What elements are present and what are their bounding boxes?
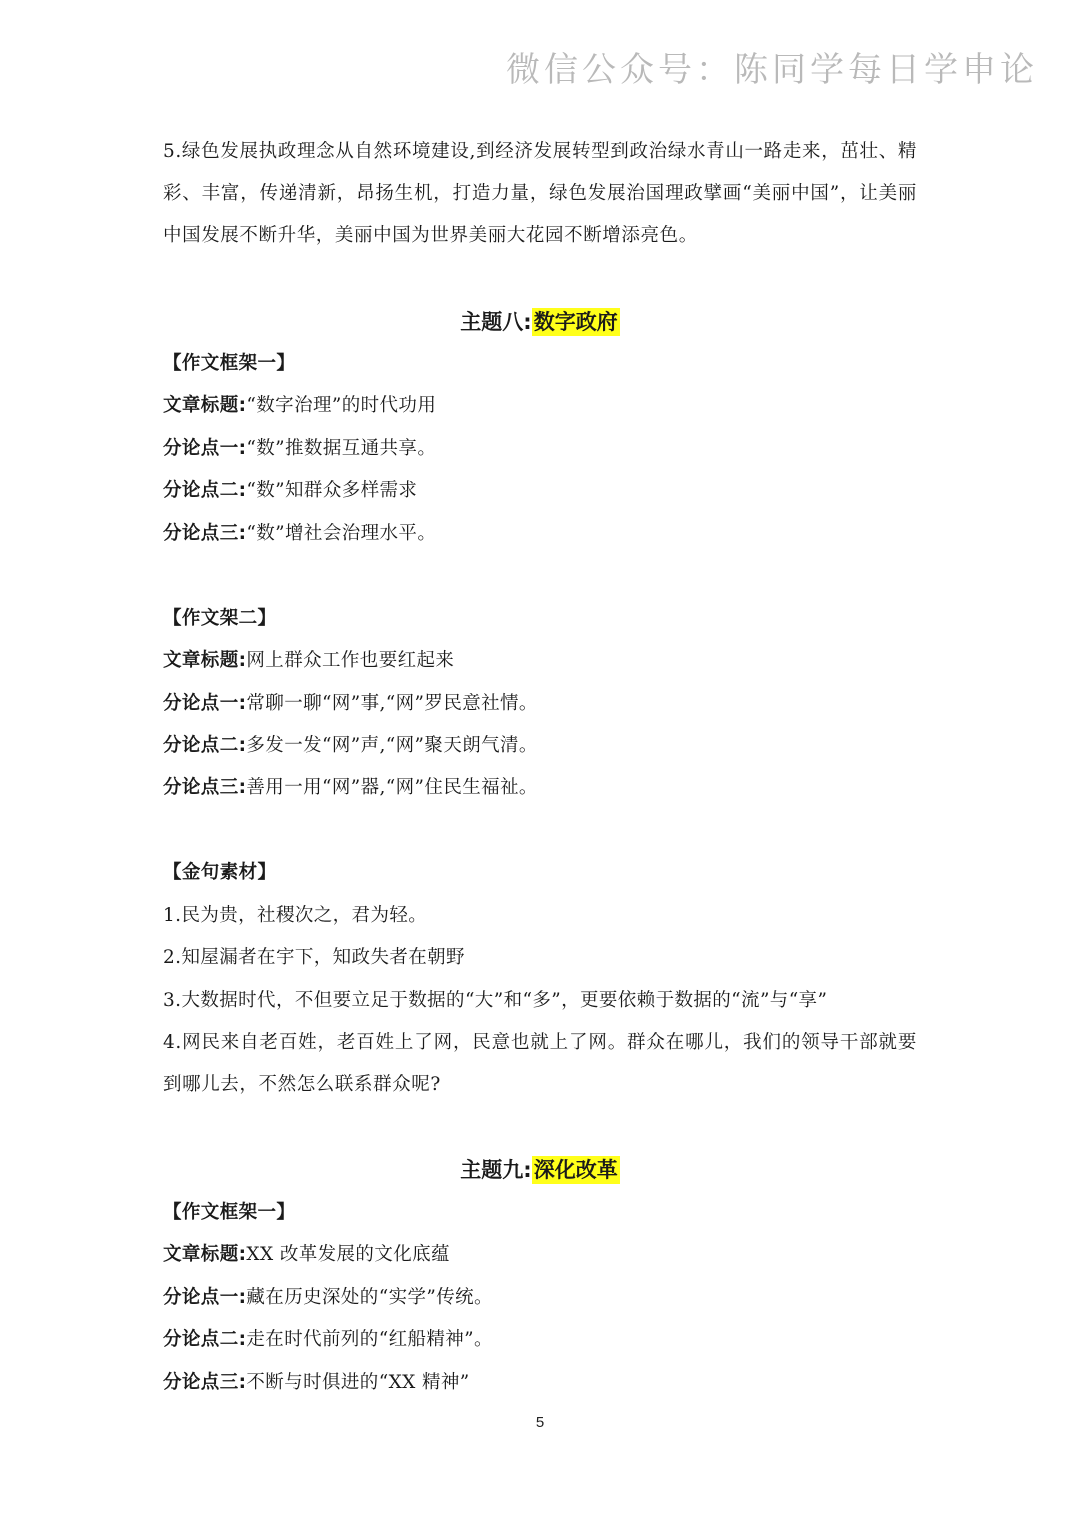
- theme9-framework1-heading: 【作文框架一】: [163, 1202, 296, 1223]
- theme8-f1-point-1: [163, 434, 436, 464]
- point-text: “数”增社会治理水平。: [246, 523, 437, 544]
- theme9-framework1-title: [163, 1240, 450, 1270]
- point-label: 分论点一:: [163, 1287, 247, 1308]
- theme8-golden-heading: 【金句素材】: [163, 862, 277, 883]
- point-label: 分论点一:: [163, 693, 247, 714]
- point-label: 分论点二:: [163, 735, 247, 756]
- point-text: 藏在历史深处的“实学”传统。: [246, 1287, 493, 1308]
- point-text: 多发一发“网”声,“网”聚天朗气清。: [246, 735, 538, 756]
- point-text: “数”推数据互通共享。: [246, 438, 437, 459]
- theme8-f1-point-2: [163, 476, 417, 506]
- point-text: 常聊一聊“网”事,“网”罗民意社情。: [246, 693, 538, 714]
- watermark: 微信公众号：陈同学每日学申论: [506, 50, 1038, 90]
- theme8-framework2-heading: 【作文架二】: [163, 608, 277, 629]
- point-label: 分论点二:: [163, 480, 247, 501]
- theme8-framework2-title: [163, 646, 454, 676]
- theme8-framework1-title: [163, 391, 436, 421]
- title-text: 网上群众工作也要红起来: [246, 650, 455, 671]
- theme9-heading: [163, 1152, 917, 1188]
- theme9-f1-point-2: [163, 1325, 493, 1355]
- theme9-f1-point-3: [163, 1368, 470, 1398]
- point-label: 分论点三:: [163, 523, 247, 544]
- page-number: 5: [535, 1414, 545, 1431]
- title-label: 文章标题:: [163, 1244, 247, 1265]
- theme9-highlight: 深化改革: [533, 1158, 618, 1182]
- theme8-prefix: 主题八:: [460, 310, 532, 334]
- point-label: 分论点二:: [163, 1329, 247, 1350]
- theme9-f1-point-1: [163, 1283, 493, 1313]
- point-label: 分论点三:: [163, 1372, 247, 1393]
- theme8-highlight: 数字政府: [533, 310, 618, 334]
- title-label: 文章标题:: [163, 650, 247, 671]
- golden-item-1: 1.民为贵，社稷次之，君为轻。: [163, 905, 428, 926]
- title-text: “数字治理”的时代功用: [246, 395, 437, 416]
- theme8-f1-point-3: [163, 519, 436, 549]
- intro-paragraph: 5.绿色发展执政理念从自然环境建设,到经济发展转型到政治绿水青山一路走来，茁壮、精彩、丰富，传递清新，昂扬生机，打造力量，绿色发展治国理政擘画“美丽中国”，让美丽中国发展不断升华，美丽中国为世界美丽大花园不断增添亮色。: [163, 141, 917, 246]
- point-label: 分论点三:: [163, 777, 247, 798]
- golden-item-3: 3.大数据时代，不但要立足于数据的“大”和“多”，更要依赖于数据的“流”与“享”: [163, 990, 828, 1011]
- theme8-f2-point-2: [163, 731, 538, 761]
- title-label: 文章标题:: [163, 395, 247, 416]
- point-text: 走在时代前列的“红船精神”。: [246, 1329, 493, 1350]
- theme8-f2-point-1: [163, 689, 538, 719]
- point-text: “数”知群众多样需求: [246, 480, 418, 501]
- point-text: 善用一用“网”器,“网”住民生福祉。: [246, 777, 538, 798]
- point-text: 不断与时俱进的“XX 精神”: [246, 1372, 470, 1393]
- point-label: 分论点一:: [163, 438, 247, 459]
- theme8-f2-point-3: [163, 773, 538, 803]
- theme8-framework1-heading: 【作文框架一】: [163, 353, 296, 374]
- golden-item-2: 2.知屋漏者在宇下，知政失者在朝野: [163, 947, 465, 968]
- title-text: XX 改革发展的文化底蕴: [246, 1244, 450, 1265]
- theme8-heading: [163, 304, 917, 340]
- theme9-prefix: 主题九:: [460, 1158, 532, 1182]
- golden-item-4: 4.网民来自老百姓，老百姓上了网，民意也就上了网。群众在哪儿，我们的领导干部就要到哪儿去，不然怎么联系群众呢?: [163, 1032, 917, 1095]
